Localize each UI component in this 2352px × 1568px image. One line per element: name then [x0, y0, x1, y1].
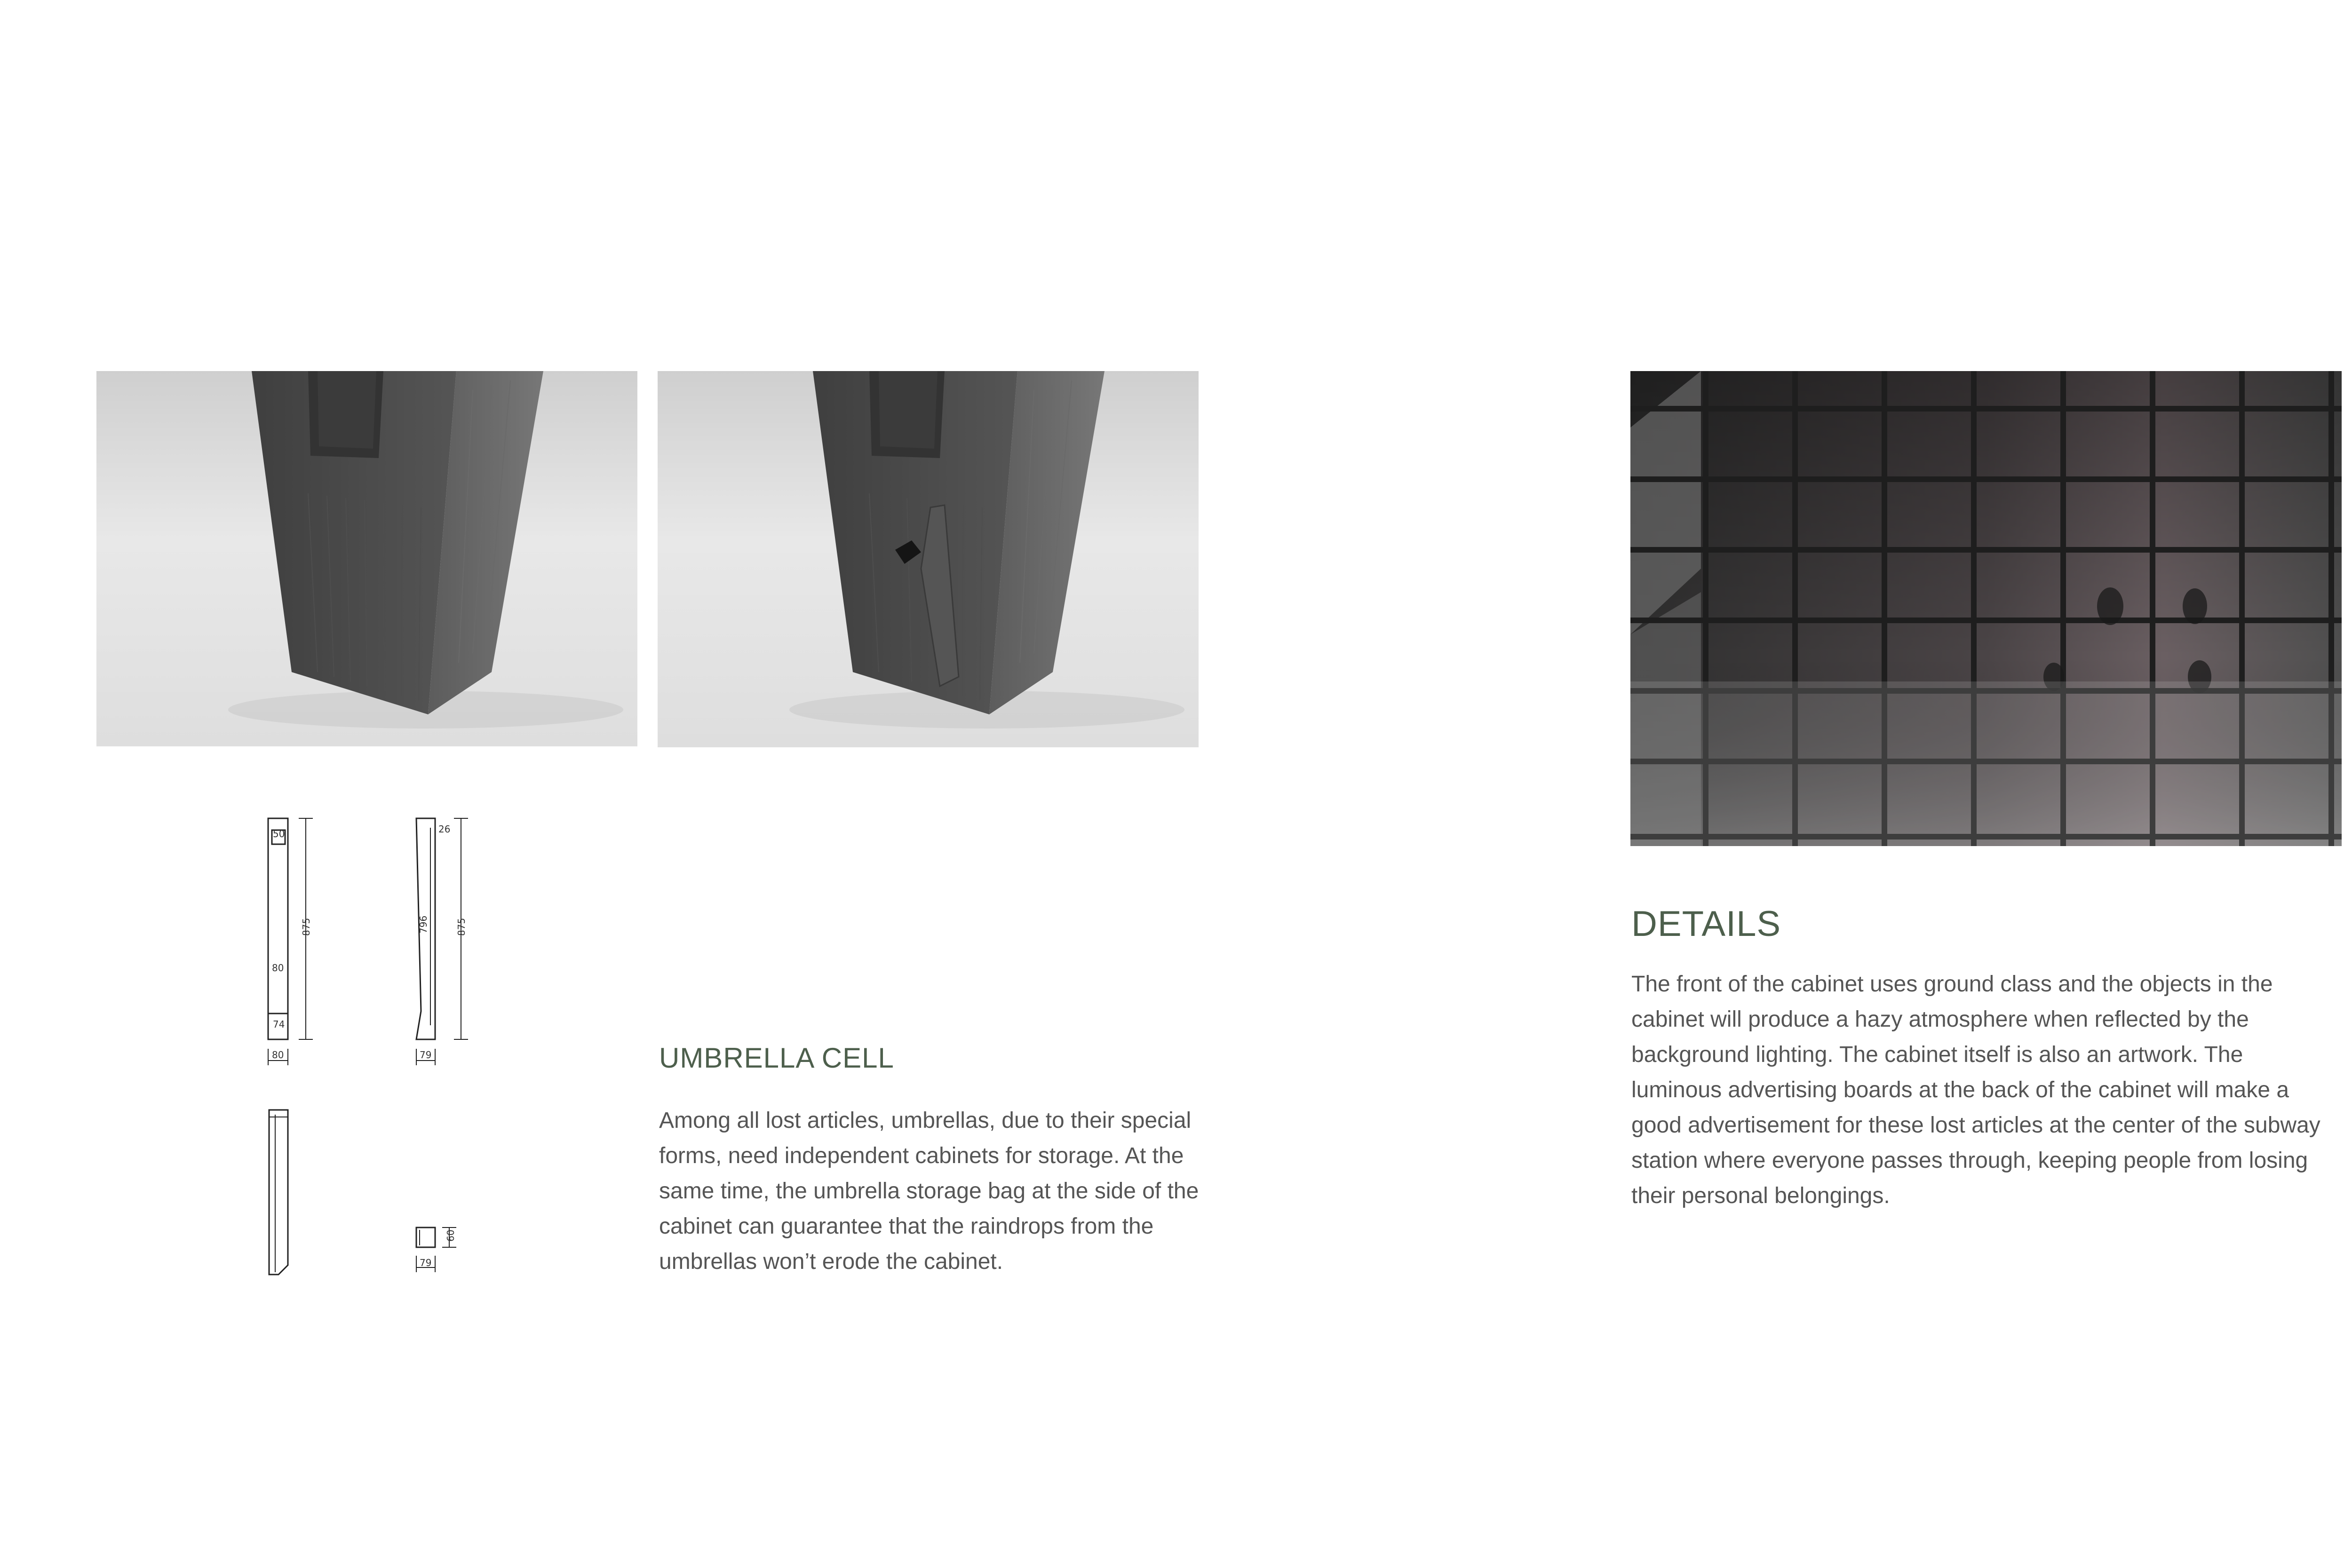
cabinet-render-umbrella-bag	[658, 371, 1199, 747]
dim-label-50: 50	[273, 828, 285, 839]
cabinet-render-closed	[96, 371, 637, 746]
dim-label-79-a: 79	[420, 1049, 432, 1061]
dim-label-875-a: 875	[301, 918, 312, 936]
dim-label-74: 74	[273, 1019, 285, 1030]
umbrella-cell-technical-drawing	[254, 809, 475, 1284]
dim-label-60: 60	[445, 1229, 456, 1242]
dim-label-26: 26	[438, 824, 451, 835]
cabinet-details-photo	[1630, 371, 2342, 846]
dim-label-796: 796	[418, 915, 429, 934]
details-title: DETAILS	[1631, 904, 1781, 944]
dim-label-875-b: 875	[456, 918, 467, 936]
dim-label-80-mid: 80	[272, 962, 284, 974]
umbrella-cell-description: Among all lost articles, umbrellas, due to their special forms, need independent cabinets for storage. At the same time, the umbrella storage bag at the side of the cabinet can guarantee that the raindrops from the umbrellas won’t erode the cabinet.	[659, 1108, 1199, 1274]
dim-label-79-b: 79	[420, 1257, 432, 1268]
details-description: The front of the cabinet uses ground class and the objects in the cabinet will produce a hazy atmosphere when reflected by the background lighting. The cabinet itself is also an artwork. The luminous advertising boards at the back of the cabinet will make a good advertisement for these lost articles at the center of the subway station where everyone passes through, keeping people from losing their personal belongings.	[1631, 972, 2320, 1208]
umbrella-cell-title: UMBRELLA CELL	[659, 1042, 894, 1074]
dim-label-80-bottom: 80	[272, 1049, 284, 1061]
